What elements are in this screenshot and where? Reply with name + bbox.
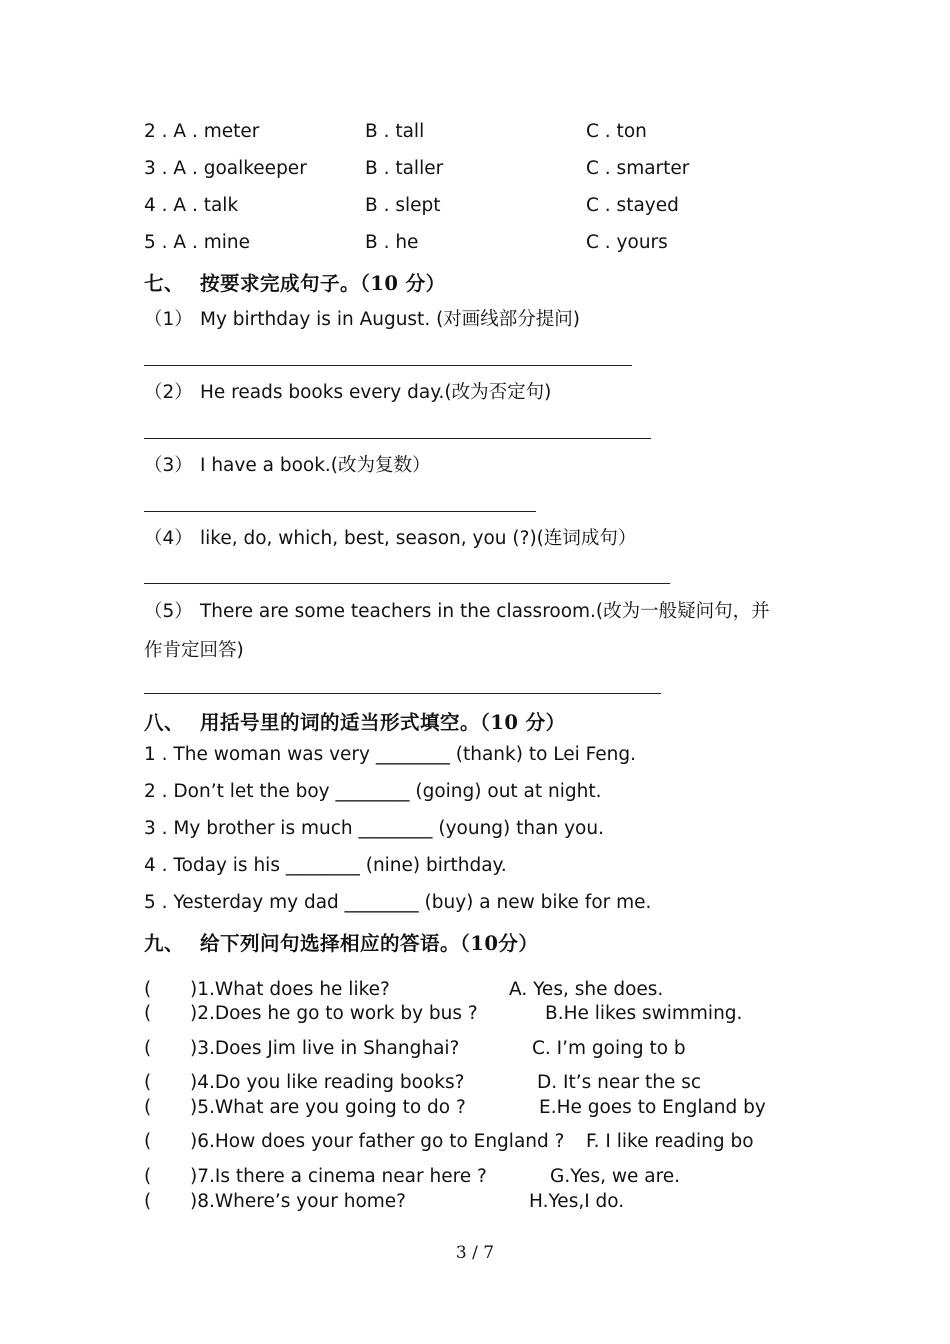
match-bracket: ( (144, 1166, 152, 1187)
choice-2-b: B . tall (365, 121, 425, 142)
answer-line (144, 583, 670, 584)
item-label: （1） (144, 309, 193, 330)
item-text: like, do, which, best, season, you (?)(连词成句） (200, 528, 637, 549)
match-bracket: ( (144, 1191, 152, 1212)
match-question: )5.What are you going to do ? (190, 1097, 466, 1118)
match-answer: B.He likes swimming. (545, 1003, 743, 1024)
choice-3-b: B . taller (365, 158, 444, 179)
match-bracket: ( (144, 1097, 152, 1118)
match-bracket: ( (144, 1131, 152, 1152)
sentence-item-5 (144, 597, 770, 623)
sentence-item-1 (144, 305, 580, 331)
sentence-item-5-continued: 作肯定回答) (144, 640, 244, 661)
match-answer: D. It’s near the sc (537, 1072, 702, 1093)
fill-blank-item: 1 . The woman was very ________ (thank) to Lei Feng. (144, 744, 637, 765)
match-answer: A. Yes, she does. (509, 979, 664, 1000)
item-label: （4） (144, 528, 193, 549)
match-bracket: ( (144, 1003, 152, 1024)
match-bracket: ( (144, 1038, 152, 1059)
section-8-heading (144, 707, 566, 735)
fill-blank-item: 5 . Yesterday my dad ________ (buy) a new bike for me. (144, 892, 652, 913)
choice-4-c: C . stayed (586, 195, 679, 216)
item-text: He reads books every day.(改为否定句) (200, 382, 552, 403)
section-9-heading (144, 928, 538, 956)
section-9-number: 九、 (144, 932, 185, 955)
choice-2-a: 2 . A . meter (144, 121, 260, 142)
answer-line (144, 693, 661, 694)
choice-2-c: C . ton (586, 121, 647, 142)
match-bracket: ( (144, 1072, 152, 1093)
choice-4-a: 4 . A . talk (144, 195, 239, 216)
match-answer: G.Yes, we are. (550, 1166, 681, 1187)
section-9-title: 给下列问句选择相应的答语。（10分） (200, 932, 539, 955)
item-text: There are some teachers in the classroom.(改为一般疑问句，并 (200, 601, 770, 622)
section-7-title: 按要求完成句子。（10 分） (200, 272, 446, 295)
choice-4-b: B . slept (365, 195, 441, 216)
match-question: )4.Do you like reading books? (190, 1072, 465, 1093)
choice-3-c: C . smarter (586, 158, 690, 179)
section-8-title: 用括号里的词的适当形式填空。（10 分） (200, 711, 566, 734)
item-text: My birthday is in August. (对画线部分提问) (200, 309, 581, 330)
choice-5-a: 5 . A . mine (144, 232, 250, 253)
match-question: )8.Where’s your home? (190, 1191, 406, 1212)
fill-blank-item: 2 . Don’t let the boy ________ (going) out at night. (144, 781, 602, 802)
match-question: )7.Is there a cinema near here ? (190, 1166, 487, 1187)
match-question: )6.How does your father go to England ? (190, 1131, 565, 1152)
item-text: I have a book.(改为复数） (200, 455, 431, 476)
answer-line (144, 438, 651, 439)
choice-5-c: C . yours (586, 232, 668, 253)
item-label: （2） (144, 382, 193, 403)
choice-5-b: B . he (365, 232, 419, 253)
fill-blank-item: 4 . Today is his ________ (nine) birthday. (144, 855, 507, 876)
choice-3-a: 3 . A . goalkeeper (144, 158, 307, 179)
match-question: )1.What does he like? (190, 979, 390, 1000)
section-8-number: 八、 (144, 711, 185, 734)
match-answer: E.He goes to England by (539, 1097, 766, 1118)
item-label: （3） (144, 455, 193, 476)
sentence-item-2 (144, 378, 551, 404)
fill-blank-item: 3 . My brother is much ________ (young) than you. (144, 818, 604, 839)
match-answer: F. I like reading bo (586, 1131, 754, 1152)
match-answer: C. I’m going to b (532, 1038, 686, 1059)
sentence-item-3 (144, 451, 431, 477)
section-7-heading (144, 268, 446, 296)
sentence-item-4 (144, 524, 636, 550)
answer-line (144, 511, 536, 512)
item-label: （5） (144, 601, 193, 622)
page-number: 3 / 7 (455, 1243, 495, 1263)
section-7-number: 七、 (144, 272, 185, 295)
match-question: )2.Does he go to work by bus ? (190, 1003, 478, 1024)
match-answer: H.Yes,I do. (529, 1191, 625, 1212)
match-bracket: ( (144, 979, 152, 1000)
match-question: )3.Does Jim live in Shanghai? (190, 1038, 460, 1059)
answer-line (144, 365, 632, 366)
